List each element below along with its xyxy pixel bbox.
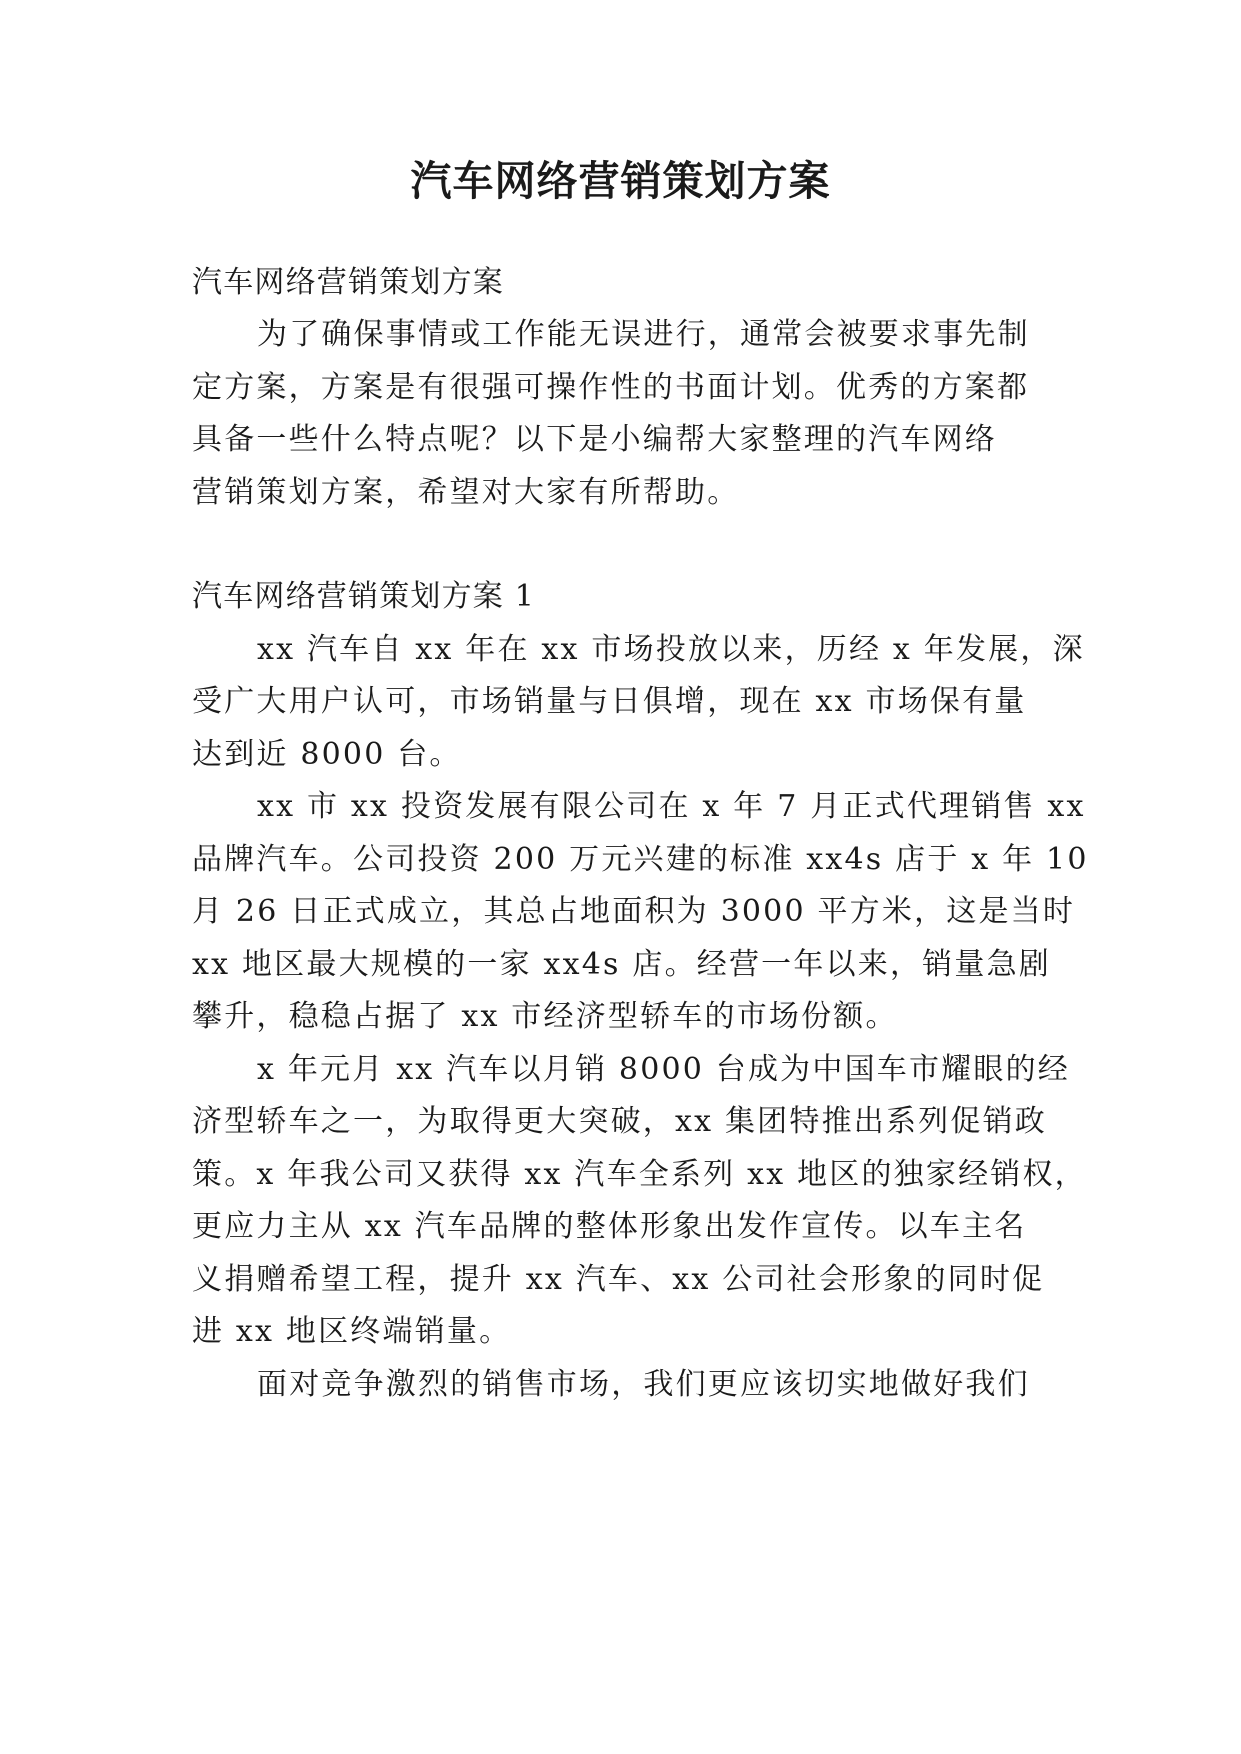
text-line: x 年元月 xx 汽车以月销 8000 台成为中国车市耀眼的经 (257, 1052, 1070, 1087)
text-line: xx 市 xx 投资发展有限公司在 x 年 7 月正式代理销售 xx (257, 789, 1086, 824)
document-title: 汽车网络营销策划方案 (410, 157, 831, 205)
text-line: 更应力主从 xx 汽车品牌的整体形象出发作宣传。以车主名 (192, 1209, 1027, 1244)
text-line: 为了确保事情或工作能无误进行，通常会被要求事先制 (257, 317, 1030, 352)
text-line: 策。x 年我公司又获得 xx 汽车全系列 xx 地区的独家经销权， (192, 1157, 1087, 1192)
text-line: xx 地区最大规模的一家 xx4s 店。经营一年以来，销量急剧 (192, 947, 1051, 982)
text-line: 品牌汽车。公司投资 200 万元兴建的标准 xx4s 店于 x 年 10 (192, 842, 1089, 877)
section-heading: 汽车网络营销策划方案 1 (192, 579, 536, 614)
text-line: 受广大用户认可，市场销量与日俱增，现在 xx 市场保有量 (192, 684, 1027, 719)
text-line: 营销策划方案，希望对大家有所帮助。 (192, 475, 740, 510)
text-line: 攀升，稳稳占据了 xx 市经济型轿车的市场份额。 (192, 999, 898, 1034)
text-line: 义捐赠希望工程，提升 xx 汽车、xx 公司社会形象的同时促 (192, 1262, 1045, 1297)
intro-heading: 汽车网络营销策划方案 (192, 265, 504, 300)
text-line: xx 汽车自 xx 年在 xx 市场投放以来，历经 x 年发展，深 (257, 632, 1085, 667)
text-line: 进 xx 地区终端销量。 (192, 1314, 512, 1349)
text-line: 面对竞争激烈的销售市场，我们更应该切实地做好我们 (257, 1367, 1030, 1402)
text-line: 具备一些什么特点呢？以下是小编帮大家整理的汽车网络 (192, 422, 997, 457)
text-line: 定方案，方案是有很强可操作性的书面计划。优秀的方案都 (192, 370, 1030, 405)
text-line: 达到近 8000 台。 (192, 737, 462, 772)
text-line: 济型轿车之一，为取得更大突破，xx 集团特推出系列促销政 (192, 1104, 1047, 1139)
text-line: 月 26 日正式成立，其总占地面积为 3000 平方米，这是当时 (192, 894, 1076, 929)
